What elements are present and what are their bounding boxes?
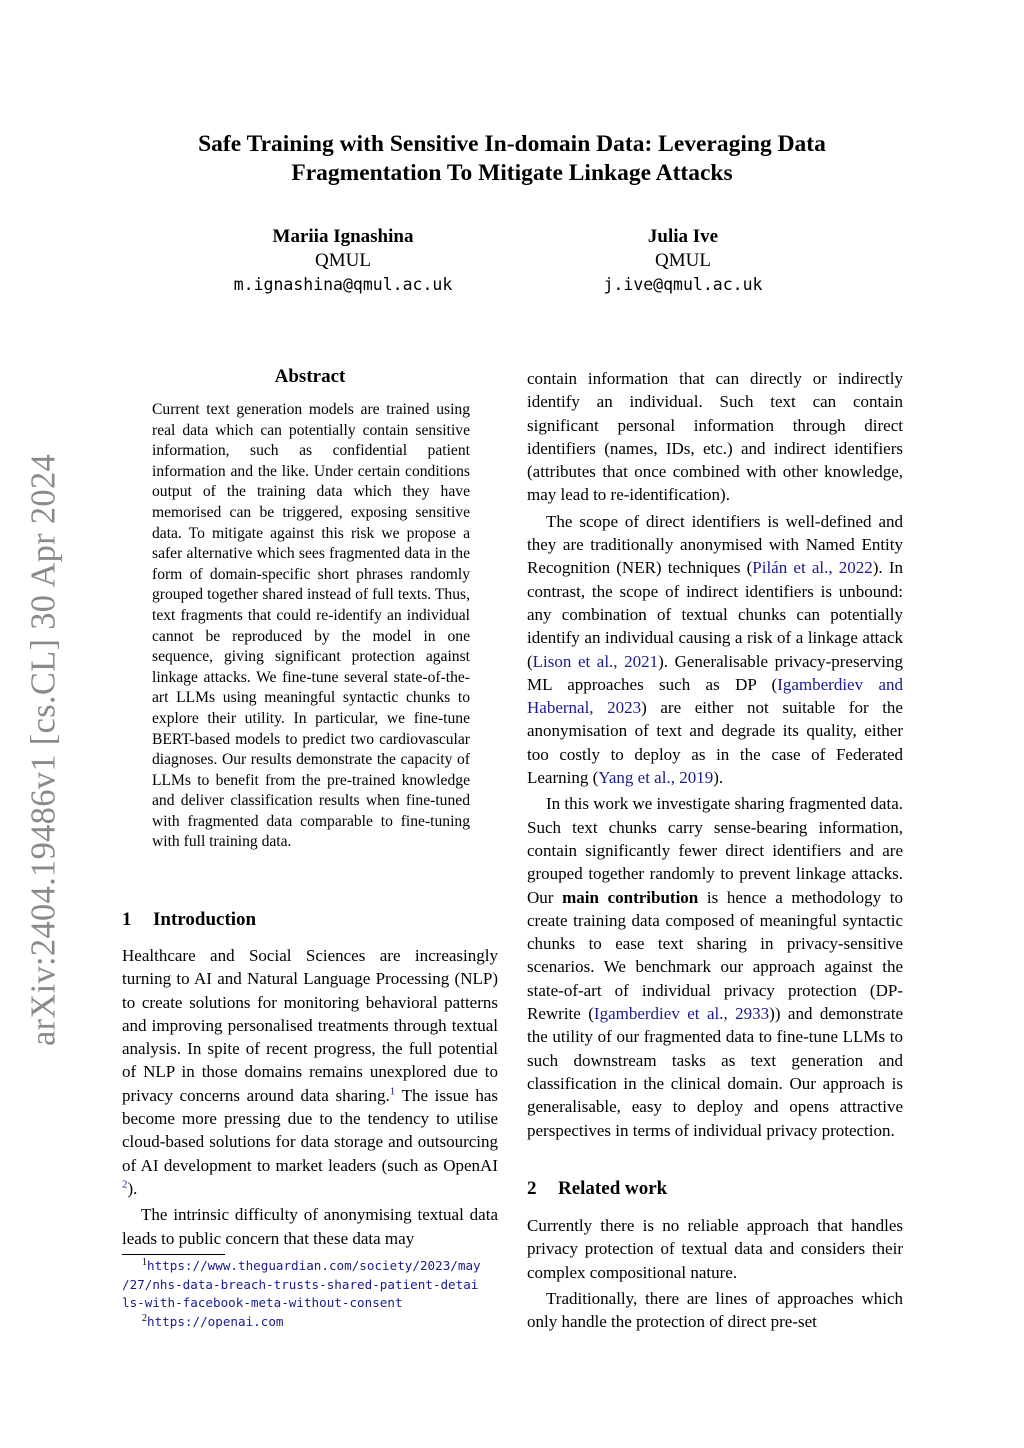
text-run: is hence a methodology to create training data composed of meaningful syntactic chunks to ease text sharing in privacy-sensitive scenarios. We benchmark our approach against the state-of-art of individual privacy protection (DP-Rewrite (: [527, 887, 903, 1024]
introduction-body-continued: [527, 367, 903, 1142]
text-run: ).: [713, 768, 724, 788]
paragraph: [122, 944, 498, 1200]
footnote-ref-2[interactable]: 2: [122, 1178, 128, 1191]
introduction-body: [122, 944, 498, 1250]
author-email[interactable]: j.ive@qmul.ac.uk: [603, 275, 763, 294]
text-run: )) and demonstrate the utility of our fragmented data to fine-tune LLMs to such downstream tasks as text generation and classification in the clinical domain. Our approach is generalisable, easy to deploy and opens attractive perspectives in terms of individual privacy protection.: [527, 1004, 903, 1140]
text-run: In this work we investigate sharing fragmented data. Such text chunks carry sense-bearing information, contain significantly fewer direct identifiers and are grouped together randomly to prevent linkage attacks. Our: [527, 794, 903, 907]
abstract-heading: Abstract: [274, 366, 346, 387]
paper-title-line-2: Fragmentation To Mitigate Linkage Attacks: [291, 159, 733, 186]
footnote-number: 1: [142, 1256, 147, 1268]
author-block-2: [533, 225, 833, 297]
text-run: ).: [127, 1178, 138, 1198]
section-number: 1: [122, 909, 132, 930]
author-name: Julia Ive: [647, 226, 719, 247]
footnote-url[interactable]: https://www.theguardian.com/society/2023/may: [147, 1258, 481, 1273]
citation-link[interactable]: Igamberdiev et al., 2933: [593, 1004, 770, 1024]
paper-title-line-1: Safe Training with Sensitive In-domain Data: Leveraging Data: [198, 131, 826, 157]
arxiv-identifier-stamp: arXiv:2404.19486v1 [cs.CL] 30 Apr 2024: [24, 453, 63, 1047]
section-number: 2: [527, 1178, 537, 1199]
citation-link[interactable]: Pilán et al., 2022: [752, 558, 873, 578]
footnote-divider: [122, 1254, 225, 1255]
citation-link[interactable]: Igamberdiev and Habernal, 2023: [527, 674, 903, 718]
related-work-body: [527, 1214, 903, 1333]
footnote-1-line[interactable]: /27/nhs-data-breach-trusts-shared-patient-detai: [122, 1276, 479, 1292]
text-run: The scope of direct identifiers is well-defined and they are traditionally anonymised with Named Entity Recognition (NER) techniques (: [527, 511, 903, 578]
text-run: ) are either not suitable for the anonymisation of text and degrade its quality, either too costly to deploy as in the case of Federated Learning (: [527, 698, 903, 788]
footnotes: [122, 1257, 502, 1331]
footnote-1-line[interactable]: [122, 1257, 502, 1276]
section-title: Introduction: [153, 909, 257, 930]
citation-link[interactable]: Lison et al., 2021: [532, 651, 659, 671]
footnote-ref-1[interactable]: 1: [389, 1085, 396, 1098]
paragraph: contain information that can directly or indirectly identify an individual. Such text can contain significant personal information through direct identifiers (names, IDs, etc.) and indirect identifiers (attributes that once combined with other knowledge, may lead to re-identification).: [527, 369, 903, 505]
emphasis-text: main contribution: [562, 887, 699, 907]
paragraph: [527, 510, 903, 790]
paragraph: Traditionally, there are lines of approaches which only handle the protection of direct pre-set: [527, 1288, 903, 1332]
section-heading-related-work: [527, 1177, 667, 1201]
section-title: Related work: [558, 1178, 668, 1199]
author-block-1: [193, 225, 493, 297]
footnote-url[interactable]: https://openai.com: [147, 1313, 284, 1329]
paragraph: [527, 792, 903, 1141]
text-run: The issue has become more pressing due to the tendency to utilise cloud-based solutions for data storage and outsourcing of AI development to market leaders (such as OpenAI: [122, 1085, 498, 1175]
author-name: Mariia Ignashina: [272, 226, 414, 247]
author-affiliation: QMUL: [655, 250, 711, 271]
section-heading-introduction: [122, 908, 256, 932]
text-run: ). Generalisable privacy-preserving ML approaches such as DP (: [527, 651, 903, 694]
paragraph: The intrinsic difficulty of anonymising textual data leads to public concern that these data may: [122, 1205, 498, 1248]
abstract-text: Current text generation models are trained using real data which can potentially contain sensitive information, such as confidential patient information and the like. Under certain conditions output of the training data which they have memorised can be triggered, exposing sensitive data. To mitigate against this risk we propose a safer alternative which sees fragmented data in the form of domain-specific short phrases randomly grouped together shared instead of full texts. Thus, text fragments that could re-identify an individual cannot be reproduced by the model in one sequence, giving significant protection against linkage attacks. We fine-tune several state-of-the-art LLMs using meaningful syntactic chunks to explore their utility. In particular, we fine-tune BERT-based models to predict two cardiovascular diagnoses. Our results demonstrate the capacity of LLMs to benefit from the pre-trained knowledge and deliver classification results when fine-tuned with fragmented data comparable to fine-tuning with full training data.: [152, 401, 470, 851]
paper-title: [120, 130, 904, 187]
text-run: Healthcare and Social Sciences are increasingly turning to AI and Natural Language Processing (NLP) to create solutions for monitoring behavioral patterns and improving personalised treatments through textual analysis. In spite of recent progress, the full potential of NLP in those domains remains unexplored due to privacy concerns around data sharing.: [122, 946, 498, 1105]
citation-link[interactable]: Yang et al., 2019: [598, 768, 714, 788]
author-email[interactable]: m.ignashina@qmul.ac.uk: [233, 275, 453, 294]
author-affiliation: QMUL: [315, 250, 371, 271]
footnote-1-line[interactable]: ls-with-facebook-meta-without-consent: [122, 1295, 403, 1310]
footnote-number: 2: [142, 1312, 147, 1324]
footnote-2-line[interactable]: [122, 1313, 502, 1332]
text-run: ). In contrast, the scope of indirect identifiers is unbound: any combination of textual chunks can potentially identify an individual causing a risk of a linkage attack (: [527, 558, 904, 671]
paragraph: Currently there is no reliable approach that handles privacy protection of textual data and considers their complex compositional nature.: [527, 1216, 903, 1282]
